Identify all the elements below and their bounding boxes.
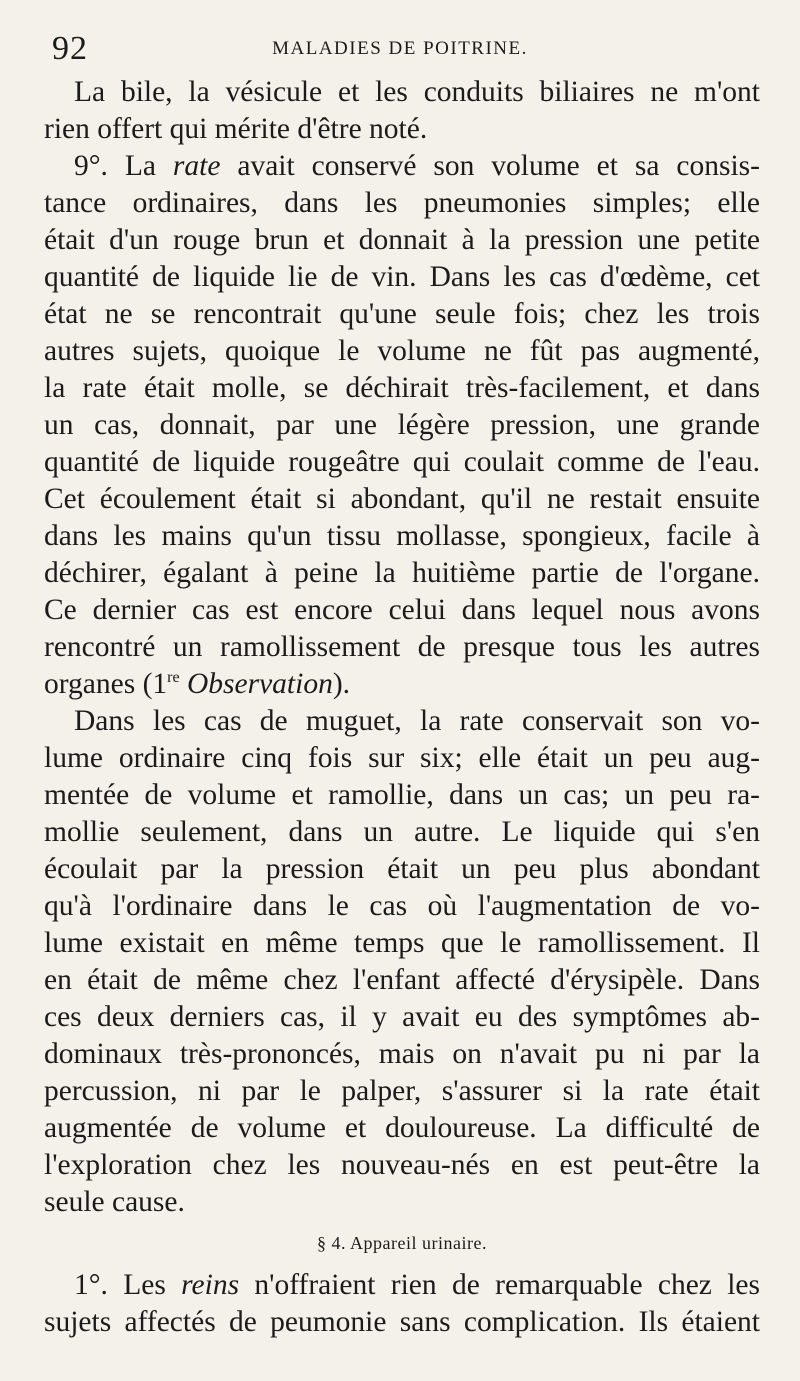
- text-line: rien offert qui mérite d'être noté.: [44, 113, 428, 145]
- text-line: Dans les cas de muguet, la rate conservait son vo-: [74, 705, 760, 737]
- text-line: organes (1re Observation).: [44, 668, 351, 700]
- running-title: MALADIES DE POITRINE.: [272, 38, 528, 59]
- text-line: qu'à l'ordinaire dans le cas où l'augmentation de vo-: [44, 890, 760, 922]
- text-line: lume existait en même temps que le ramollissement. Il: [44, 927, 760, 959]
- text-line: état ne se rencontrait qu'une seule fois; chez les trois: [44, 298, 760, 330]
- text-line: mentée de volume et ramollie, dans un cas; un peu ra-: [44, 779, 760, 811]
- text-line: dominaux très-prononcés, mais on n'avait pu ni par la: [44, 1038, 760, 1070]
- text-line: mollie seulement, dans un autre. Le liquide qui s'en: [44, 816, 760, 848]
- text-line: écoulait par la pression était un peu plus abondant: [44, 853, 760, 885]
- text-line: augmentée de volume et douloureuse. La difficulté de: [44, 1112, 760, 1144]
- page-header: [48, 30, 752, 70]
- paragraphs-spleen: [44, 74, 760, 1221]
- text-line: seule cause.: [44, 1186, 185, 1218]
- text-line: ces deux derniers cas, il y avait eu des symptômes ab-: [44, 1001, 760, 1033]
- text-line: Ce dernier cas est encore celui dans lequel nous avons: [44, 594, 760, 626]
- text-line: 9°. La rate avait conservé son volume et sa consis-: [74, 150, 760, 182]
- page-number: 92: [52, 30, 88, 67]
- text-line: déchirer, égalant à peine la huitième partie de l'organe.: [44, 557, 760, 589]
- text-line: un cas, donnait, par une légère pression, une grande: [44, 409, 760, 441]
- text-line: lume ordinaire cinq fois sur six; elle était un peu aug-: [44, 742, 760, 774]
- text-line: était d'un rouge brun et donnait à la pression une petite: [44, 224, 760, 256]
- text-line: sujets affectés de peumonie sans complication. Ils étaient: [44, 1306, 760, 1338]
- body-text: [44, 74, 760, 1341]
- paragraphs-urinary: [44, 1267, 760, 1341]
- text-line: la rate était molle, se déchirait très-facilement, et dans: [44, 372, 760, 404]
- text-line: en était de même chez l'enfant affecté d'érysipèle. Dans: [44, 964, 760, 996]
- text-line: quantité de liquide lie de vin. Dans les cas d'œdème, cet: [44, 261, 760, 293]
- text-line: percussion, ni par le palper, s'assurer si la rate était: [44, 1075, 760, 1107]
- text-line: 1°. Les reins n'offraient rien de remarquable chez les: [74, 1269, 760, 1301]
- text-line: rencontré un ramollissement de presque tous les autres: [44, 631, 760, 663]
- text-line: autres sujets, quoique le volume ne fût pas augmenté,: [44, 335, 760, 367]
- text-line: dans les mains qu'un tissu mollasse, spongieux, facile à: [44, 520, 760, 552]
- text-line: quantité de liquide rougeâtre qui coulait comme de l'eau.: [44, 446, 760, 478]
- text-line: tance ordinaires, dans les pneumonies simples; elle: [44, 187, 760, 219]
- section-title: § 4. Appareil urinaire.: [317, 1233, 487, 1253]
- text-line: l'exploration chez les nouveau-nés en est peut-être la: [44, 1149, 760, 1181]
- text-line: Cet écoulement était si abondant, qu'il ne restait ensuite: [44, 483, 760, 515]
- text-line: La bile, la vésicule et les conduits biliaires ne m'ont: [74, 76, 760, 108]
